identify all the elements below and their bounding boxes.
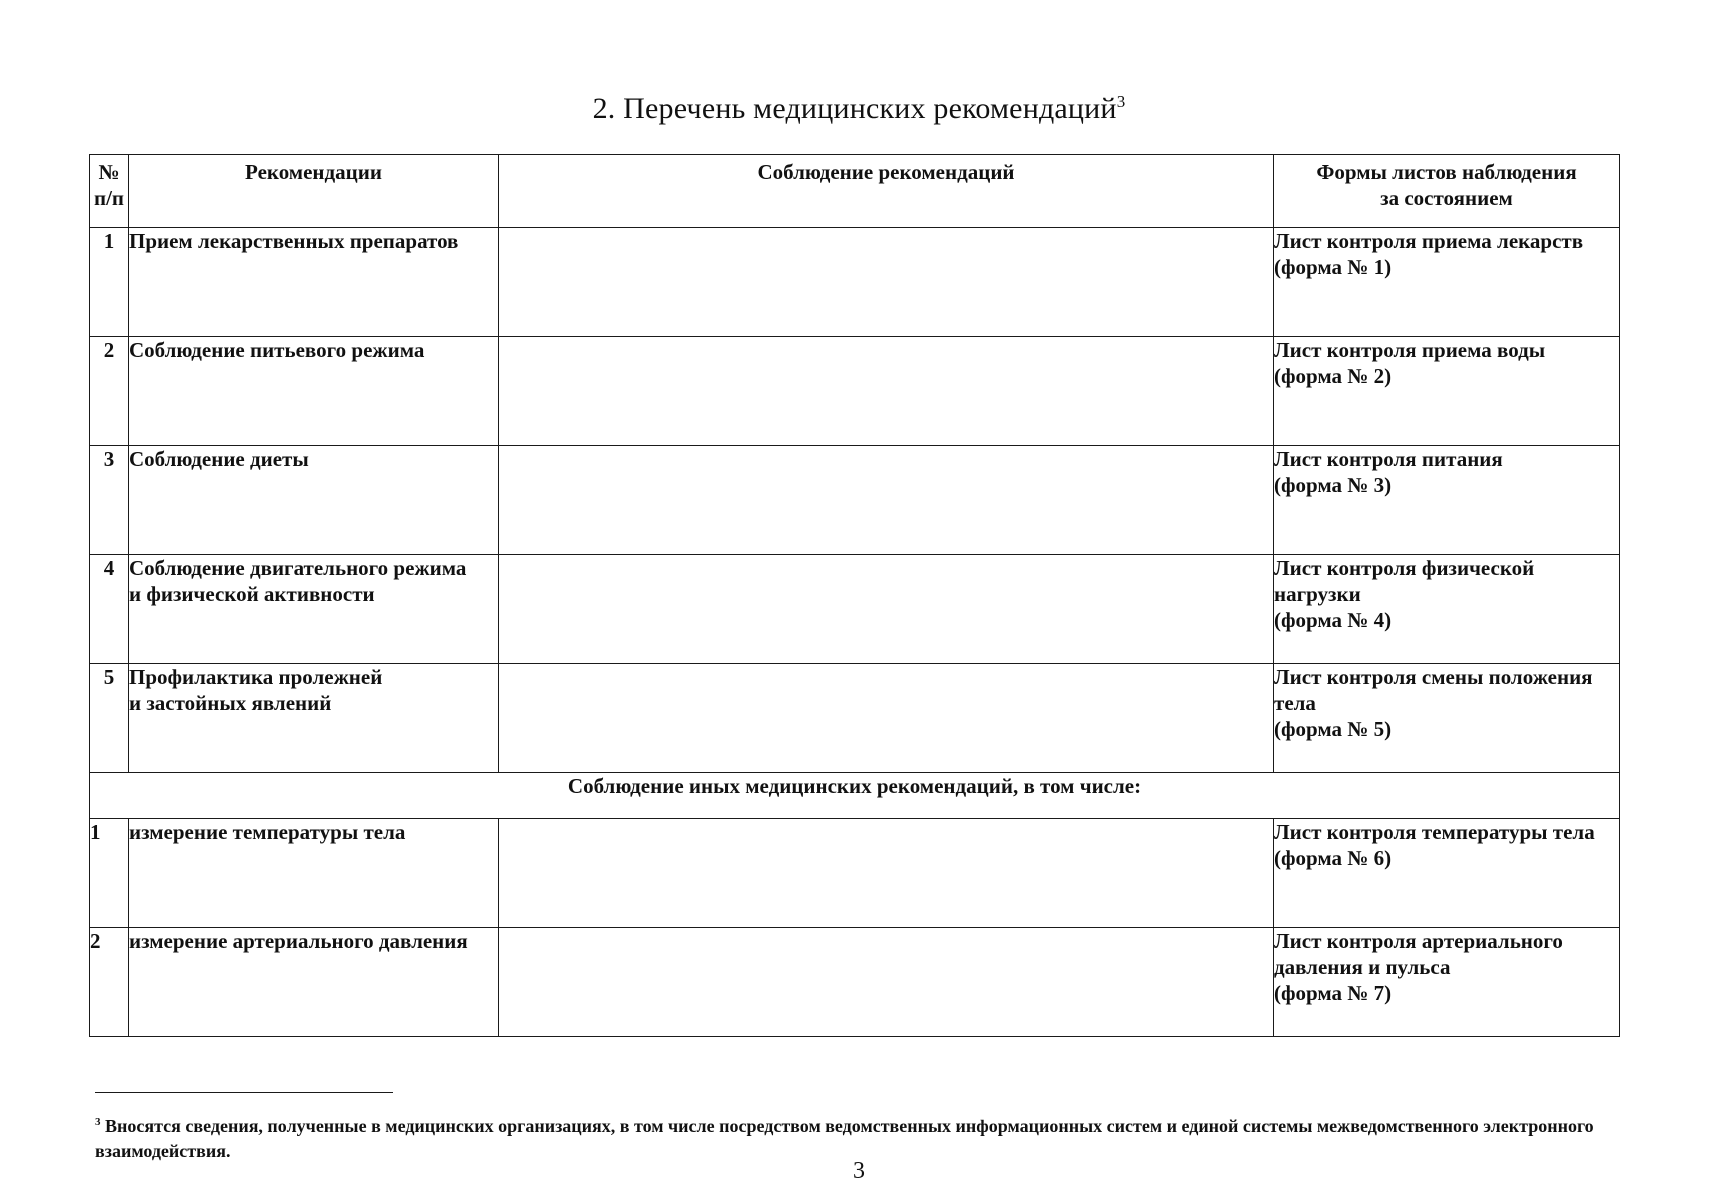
form-cell bbox=[1274, 928, 1620, 1037]
compliance-cell[interactable] bbox=[499, 337, 1274, 446]
form-line: давления и пульса bbox=[1274, 955, 1451, 979]
header-num-line1: № bbox=[98, 160, 120, 184]
footnote-separator bbox=[95, 1092, 393, 1093]
recommendation-cell bbox=[129, 664, 499, 773]
table-row bbox=[90, 664, 1620, 773]
header-forms bbox=[1274, 155, 1620, 228]
table-row bbox=[90, 928, 1620, 1037]
table-row bbox=[90, 446, 1620, 555]
header-num-line2: п/п bbox=[93, 186, 125, 210]
form-cell bbox=[1274, 337, 1620, 446]
recommendation-cell bbox=[129, 555, 499, 664]
form-line: Лист контроля смены положения bbox=[1274, 665, 1593, 689]
table-row bbox=[90, 555, 1620, 664]
compliance-cell[interactable] bbox=[499, 228, 1274, 337]
form-line: (форма № 2) bbox=[1274, 364, 1392, 388]
page-title bbox=[0, 92, 1718, 126]
table-row bbox=[90, 337, 1620, 446]
recommendation-cell bbox=[129, 819, 499, 928]
compliance-cell[interactable] bbox=[499, 928, 1274, 1037]
form-line: Лист контроля артериального bbox=[1274, 929, 1563, 953]
rec-line: Соблюдение двигательного режима bbox=[129, 556, 467, 580]
recommendation-cell bbox=[129, 446, 499, 555]
form-line: тела bbox=[1274, 691, 1316, 715]
form-line: нагрузки bbox=[1274, 582, 1361, 606]
form-line: (форма № 1) bbox=[1274, 255, 1392, 279]
form-cell bbox=[1274, 228, 1620, 337]
row-number: 4 bbox=[90, 555, 129, 664]
row-number: 1 bbox=[90, 819, 129, 928]
form-line: Лист контроля приема лекарств bbox=[1274, 229, 1584, 253]
recommendation-cell bbox=[129, 228, 499, 337]
form-line: Лист контроля физической bbox=[1274, 556, 1535, 580]
compliance-cell[interactable] bbox=[499, 446, 1274, 555]
rec-line: Профилактика пролежней bbox=[129, 665, 383, 689]
recommendations-table bbox=[89, 154, 1620, 1037]
form-line: (форма № 3) bbox=[1274, 473, 1392, 497]
rec-line: Соблюдение питьевого режима bbox=[129, 338, 425, 362]
footnote bbox=[95, 1110, 1625, 1164]
recommendation-cell bbox=[129, 928, 499, 1037]
compliance-cell[interactable] bbox=[499, 819, 1274, 928]
form-cell bbox=[1274, 664, 1620, 773]
header-compliance: Соблюдение рекомендаций bbox=[499, 155, 1274, 228]
form-line: (форма № 4) bbox=[1274, 608, 1392, 632]
form-cell bbox=[1274, 446, 1620, 555]
row-number: 5 bbox=[90, 664, 129, 773]
rec-line: и застойных явлений bbox=[129, 691, 332, 715]
title-footnote-mark: 3 bbox=[1116, 92, 1126, 111]
row-number: 2 bbox=[90, 928, 129, 1037]
form-line: (форма № 7) bbox=[1274, 981, 1392, 1005]
header-num bbox=[90, 155, 129, 228]
form-line: (форма № 6) bbox=[1274, 846, 1392, 870]
rec-line: Соблюдение диеты bbox=[129, 447, 309, 471]
header-recommendations: Рекомендации bbox=[129, 155, 499, 228]
table-row bbox=[90, 819, 1620, 928]
form-line: Лист контроля питания bbox=[1274, 447, 1503, 471]
table-header-row bbox=[90, 155, 1620, 228]
rec-line: измерение артериального давления bbox=[129, 929, 468, 953]
row-number: 3 bbox=[90, 446, 129, 555]
header-forms-line1: Формы листов наблюдения bbox=[1316, 160, 1577, 184]
recommendation-cell bbox=[129, 337, 499, 446]
rec-line: измерение температуры тела bbox=[129, 820, 406, 844]
rec-line: Прием лекарственных препаратов bbox=[129, 229, 459, 253]
group-header-row bbox=[90, 773, 1620, 819]
page-number: 3 bbox=[853, 1158, 865, 1184]
form-cell bbox=[1274, 819, 1620, 928]
compliance-cell[interactable] bbox=[499, 555, 1274, 664]
footnote-text: Вносятся сведения, полученные в медицинских организациях, в том числе посредством ведомственных информационных систем и единой системы межведомственного электронного взаимодействия. bbox=[95, 1116, 1594, 1161]
table-row bbox=[90, 228, 1620, 337]
header-forms-line2: за состоянием bbox=[1380, 186, 1513, 210]
form-line: Лист контроля температуры тела bbox=[1274, 820, 1595, 844]
title-text: 2. Перечень медицинских рекомендаций bbox=[592, 92, 1117, 125]
row-number: 2 bbox=[90, 337, 129, 446]
group-header: Соблюдение иных медицинских рекомендаций, в том числе: bbox=[90, 773, 1620, 819]
compliance-cell[interactable] bbox=[499, 664, 1274, 773]
footnote-mark: 3 bbox=[95, 1116, 101, 1128]
form-line: (форма № 5) bbox=[1274, 717, 1392, 741]
row-number: 1 bbox=[90, 228, 129, 337]
form-cell bbox=[1274, 555, 1620, 664]
rec-line: и физической активности bbox=[129, 582, 375, 606]
form-line: Лист контроля приема воды bbox=[1274, 338, 1546, 362]
